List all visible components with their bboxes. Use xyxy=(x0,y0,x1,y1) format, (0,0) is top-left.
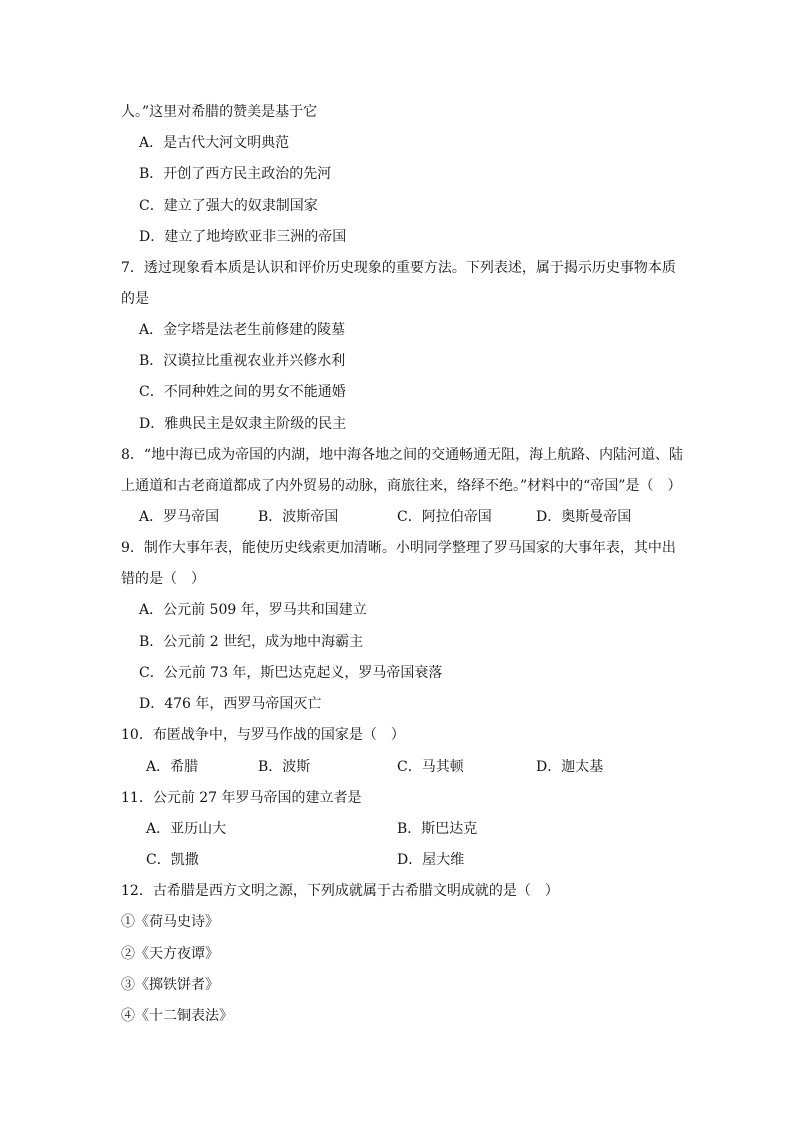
q8-option-c: C．阿拉伯帝国 xyxy=(397,509,492,525)
q10-option-c: C．马其顿 xyxy=(397,759,464,775)
q10-option-a: A．希腊 xyxy=(146,759,199,775)
q10-option-b: B．波斯 xyxy=(258,759,311,775)
q9-option-a: A．公元前 509 年，罗马共和国建立 xyxy=(139,602,367,618)
q11-option-a: A．亚历山大 xyxy=(146,821,227,837)
q12-item-2: ②《天方夜谭》 xyxy=(121,946,219,962)
q11-option-d: D．屋大维 xyxy=(397,852,465,868)
question-6-stem-end: 人。”这里对希腊的赞美是基于它 xyxy=(121,104,318,120)
q6-option-c: C．建立了强大的奴隶制国家 xyxy=(139,198,318,214)
q11-option-b: B．斯巴达克 xyxy=(397,821,478,837)
question-9-stem-cont: 错的是（ ） xyxy=(121,571,205,587)
q9-option-d: D．476 年，西罗马帝国灭亡 xyxy=(139,696,322,712)
question-9-stem: 9．制作大事年表，能使历史线索更加清晰。小明同学整理了罗马国家的大事年表，其中出 xyxy=(121,540,676,556)
q7-option-d: D．雅典民主是奴隶主阶级的民主 xyxy=(139,416,347,432)
q6-option-b: B．开创了西方民主政治的先河 xyxy=(139,166,332,182)
q6-option-d: D．建立了地垮欧亚非三洲的帝国 xyxy=(139,229,347,245)
q12-item-3: ③《掷铁饼者》 xyxy=(121,977,219,993)
question-7-stem-cont: 的是 xyxy=(121,291,149,307)
q7-option-b: B．汉谟拉比重视农业并兴修水利 xyxy=(139,353,346,369)
question-12-stem: 12．古希腊是西方文明之源，下列成就属于古希腊文明成就的是（ ） xyxy=(121,883,559,899)
q9-option-b: B．公元前 2 世纪，成为地中海霸主 xyxy=(139,634,364,650)
question-11-stem: 11．公元前 27 年罗马帝国的建立者是 xyxy=(121,790,362,806)
q10-option-d: D．迦太基 xyxy=(536,759,604,775)
q12-item-1: ①《荷马史诗》 xyxy=(121,914,219,930)
question-8-stem-cont: 上通道和古老商道都成了内外贸易的动脉，商旅往来，络绎不绝。”材料中的“帝国”是（ ） xyxy=(121,478,682,494)
q12-item-4: ④《十二铜表法》 xyxy=(121,1008,233,1024)
q8-option-d: D．奥斯曼帝国 xyxy=(536,509,632,525)
question-8-stem: 8．“地中海已成为帝国的内湖，地中海各地之间的交通畅通无阻，海上航路、内陆河道、陆 xyxy=(121,447,684,463)
q8-option-b: B．波斯帝国 xyxy=(258,509,339,525)
q7-option-c: C．不同种姓之间的男女不能通婚 xyxy=(139,384,346,400)
question-10-stem: 10．布匿战争中，与罗马作战的国家是（ ） xyxy=(121,727,405,743)
q7-option-a: A．金字塔是法老生前修建的陵墓 xyxy=(139,322,346,338)
q6-option-a: A．是古代大河文明典范 xyxy=(139,135,290,151)
q8-option-a: A．罗马帝国 xyxy=(139,509,220,525)
question-7-stem: 7．透过现象看本质是认识和评价历史现象的重要方法。下列表述，属于揭示历史事物本质 xyxy=(121,260,676,276)
q11-option-c: C．凯撒 xyxy=(146,852,199,868)
q9-option-c: C．公元前 73 年，斯巴达克起义，罗马帝国衰落 xyxy=(139,665,443,681)
